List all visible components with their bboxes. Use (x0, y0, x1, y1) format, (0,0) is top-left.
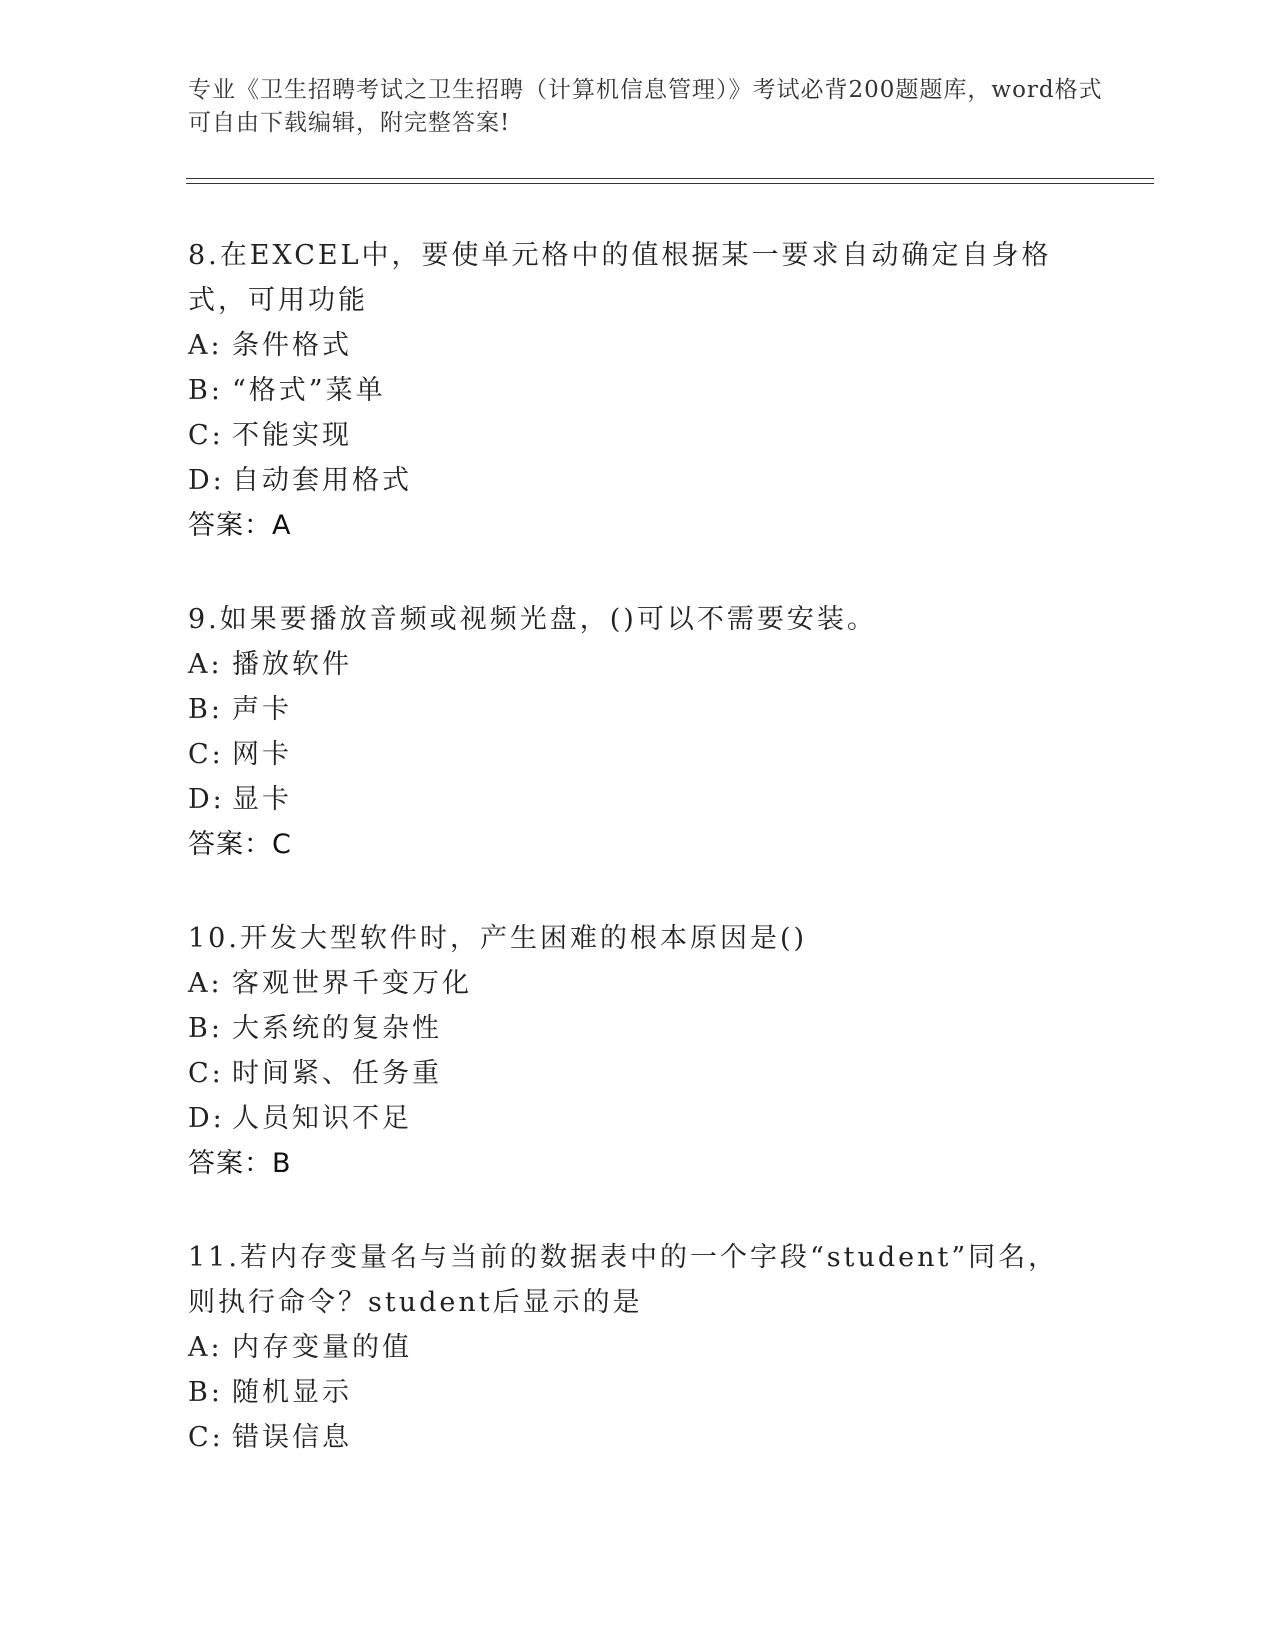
header-divider-top (186, 178, 1154, 179)
option-key: C: (188, 739, 224, 770)
option-text: 网卡 (232, 739, 292, 770)
option-c (188, 732, 1068, 777)
option-key: A: (188, 649, 223, 680)
option-text: 显卡 (232, 784, 292, 815)
option-b (188, 1370, 1068, 1415)
option-text: 客观世界千变万化 (232, 968, 472, 999)
option-text: 内存变量的值 (232, 1332, 412, 1363)
option-text: 自动套用格式 (232, 465, 412, 496)
option-d (188, 777, 1068, 822)
option-d (188, 1096, 1068, 1141)
option-text: 不能实现 (232, 420, 352, 451)
question-11 (188, 1235, 1068, 1460)
option-key: B: (188, 694, 223, 725)
option-key: C: (188, 1058, 224, 1089)
question-8 (188, 233, 1068, 548)
option-text: 条件格式 (232, 330, 352, 361)
question-text: 10.开发大型软件时，产生困难的根本原因是() (188, 923, 808, 954)
question-text: 11.若内存变量名与当前的数据表中的一个字段“student”同名，则执行命令？student后显示的是 (188, 1242, 1059, 1318)
option-c (188, 1415, 1068, 1460)
option-text: “格式”菜单 (232, 375, 386, 406)
option-text: 错误信息 (232, 1422, 352, 1453)
option-b (188, 687, 1068, 732)
option-key: D: (188, 465, 225, 496)
option-key: B: (188, 1013, 223, 1044)
option-d (188, 458, 1068, 503)
answer-line: 答案：C (188, 829, 292, 860)
option-a (188, 1325, 1068, 1370)
answer-line: 答案：B (188, 1148, 292, 1179)
answer-line: 答案：A (188, 510, 292, 541)
document-header: 专业《卫生招聘考试之卫生招聘（计算机信息管理）》考试必背200题题库，word格式可自由下载编辑，附完整答案! (188, 77, 1103, 136)
option-key: A: (188, 1332, 223, 1363)
option-key: A: (188, 968, 223, 999)
option-key: B: (188, 1377, 223, 1408)
option-c (188, 413, 1068, 458)
option-text: 声卡 (232, 694, 292, 725)
option-text: 时间紧、任务重 (232, 1058, 442, 1089)
option-key: C: (188, 420, 224, 451)
option-b (188, 368, 1068, 413)
option-text: 人员知识不足 (232, 1103, 412, 1134)
question-10 (188, 916, 1068, 1186)
option-key: A: (188, 330, 223, 361)
option-key: B: (188, 375, 223, 406)
option-key: C: (188, 1422, 224, 1453)
option-text: 播放软件 (232, 649, 352, 680)
option-a (188, 642, 1068, 687)
option-b (188, 1006, 1068, 1051)
option-text: 随机显示 (232, 1377, 352, 1408)
option-key: D: (188, 1103, 225, 1134)
option-text: 大系统的复杂性 (232, 1013, 442, 1044)
question-text: 8.在EXCEL中，要使单元格中的值根据某一要求自动确定自身格式，可用功能 (188, 240, 1052, 316)
option-c (188, 1051, 1068, 1096)
header-divider-bottom (186, 183, 1154, 184)
question-text: 9.如果要播放音频或视频光盘，()可以不需要安装。 (188, 604, 877, 635)
question-9 (188, 597, 1068, 867)
option-a (188, 961, 1068, 1006)
option-key: D: (188, 784, 225, 815)
option-a (188, 323, 1068, 368)
